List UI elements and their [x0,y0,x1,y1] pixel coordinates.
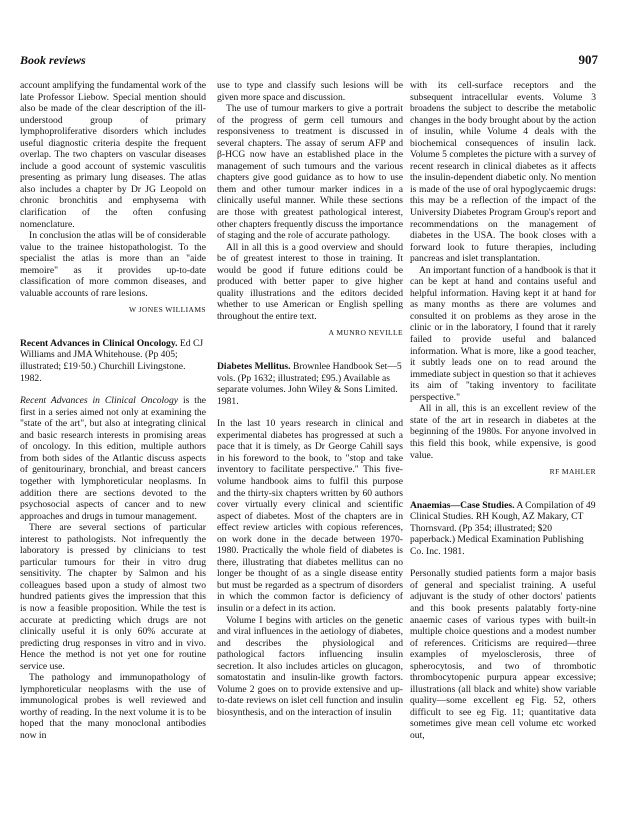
reviewer-signature: W JONES WILLIAMS [129,305,206,315]
paragraph: There are several sections of particular interest to pathologists. Not infrequently the laboratory is pressed by clinicians to test particular tumours for their in vitro drug sensitivity. The chapter by Salmon and his colleagues based upon a study of almost two hundred patients gives the impression that this is now a feasible proposition. While the test is accurate at predicting which drugs are not clinically useful it is only 60% accurate at predicting drug responses in vitro and in vivo. Hence the method is not yet one for routine service use. [20,522,206,672]
reviewer-signature: A MUNRO NEVILLE [328,328,403,338]
paragraph-text: is the first in a series aimed not only at examining the "state of the art", but also at integrating clinical and basic research interests in promising areas of oncology. In this edition, multiple authors from both sides of the Atlantic discuss aspects of genitourinary, bronchial, and breast cancers together with lymphoreticular neoplasms. In addition there are sections devoted to the psychosocial aspects of cancer and to new approaches and drugs in tumour management. [20,395,206,522]
paragraph: In conclusion the atlas will be of considerable value to the trainee histopathologist. To the specialist the atlas is more than an "aide memoire" as it provides up-to-date classification of more common diseases, and valuable accounts of rare lesions. [20,230,206,299]
book-title-italic: Recent Advances in Clinical Oncology [20,395,179,407]
column-middle [217,80,403,825]
paragraph: All in all, this is an excellent review of the state of the art in research in diabetes at the beginning of the 1980s. For anyone involved in this field this book, while expensive, is good value. [410,403,596,461]
paragraph: The use of tumour markers to give a portrait of the progress of germ cell tumours and responsiveness to treatment is discussed in several chapters. The assay of serum AFP and β-HCG now have an established place in the management of such tumours and the various chapters give good guidance as to how to use them and other tumour marker indices in a clinically useful manner. While these sections are those with greatest pathological interest, other chapters frequently discuss the importance of staging and the role of accurate pathology. [217,103,403,242]
reviewer-signature: RF MAHLER [549,467,596,477]
column-left [20,80,206,825]
review-heading [20,338,206,384]
book-title: Diabetes Mellitus. [217,361,291,373]
book-details: Brownlee Handbook Set—5 vols. (Pp 1632; illustrated; £95.) Available as separate volumes. John Wiley & Sons Limited. 1981. [217,361,402,407]
paragraph: In the last 10 years research in clinical and experimental diabetes has progressed at such a pace that it is timely, as Dr George Cahill says in his foreword to the book, to "stop and take inventory to facilitate perspective." This five-volume handbook aims to fulfil this purpose and the thirty-six chapters written by 60 authors cover virtually every clinical and scientific aspect of diabetes. Most of the chapters are in effect review articles with copious references, on work done in the decade between 1970-1980. Practically the whole field of diabetes is there, illustrating that diabetes mellitus can no longer be thought of as a single disease entity but must be regarded as a spectrum of disorders in which the common factor is deficiency of insulin or a defect in its action. [217,418,403,614]
paragraph: Personally studied patients form a major basis of general and specialist training. A useful adjuvant is the study of other doctors' patients and this book presents palatably forty-nine anaemic cases of various types with built-in multiple choice questions and a modest number of references. Criticisms are required—three examples of myelosclerosis, three of spherocytosis, and two of thrombotic thrombocytopenic purpura appear excessive; illustrations (all black and white) show variable quality—some excellent eg Fig. 52, others difficult to see eg Fig. 11; quantitative data sometimes give mean cell volume etc worked out, [410,568,596,741]
paragraph: The pathology and immunopathology of lymphoreticular neoplasms with the use of immunological probes is well reviewed and worthy of reading. In the next volume it is to be hoped that the many monoclonal antibodies now in [20,672,206,741]
paragraph: All in all this is a good overview and should be of greatest interest to those in training. It would be good if future editions could be produced with better paper to give higher quality illustrations and the editors decided whether to use American or English spelling throughout the entire text. [217,241,403,322]
book-details: Ed CJ Williams and JMA Whitehouse. (Pp 405; illustrated; £19·50.) Churchill Livingstone. 1982. [20,337,204,384]
page-header [20,52,598,68]
book-details: A Compilation of 49 Clinical Studies. RH Kough, AZ Makary, CT Thornsvard. (Pp 354; illustrated; $20 paperback.) Medical Examination Publishing Co. Inc. 1981. [410,499,596,557]
paragraph: account amplifying the fundamental work of the late Professor Liebow. Special mention should also be made of the clear description of the ill-understood group of primary lymphoproliferative disorders which includes useful diagnostic criteria despite the frequent overlap. The two chapters on vascular diseases include a good account of systemic vasculitis presenting as primary lung diseases. The atlas also includes a chapter by Dr JG Leopold on chronic bronchitis and emphysema with clarification of the often confusing nomenclature. [20,80,206,230]
book-title: Recent Advances in Clinical Oncology. [20,337,178,349]
paragraph: An important function of a handbook is that it can be kept at hand and contains useful and helpful information. Having kept it at hand for as many months as there are volumes and consulted it on problems as they arose in the clinic or in the laboratory, I found that it rarely failed to provide useful and balanced information. What is more, like a good teacher, it subtly leads one on to read around the immediate subject in question so that it achieves its aim of "taking inventory to facilitate perspective." [410,264,596,403]
review-heading [217,361,403,407]
book-title: Anaemias—Case Studies. [410,499,515,511]
paragraph: Volume I begins with articles on the genetic and viral influences in the aetiology of diabetes, and describes the physiological and pathological factors influencing insulin secretion. It also includes articles on glucagon, somatostatin and insulin-like growth factors. Volume 2 goes on to provide extensive and up-to-date reviews on islet cell function and insulin biosynthesis, and on the interaction of insulin [217,614,403,718]
column-right [410,80,596,825]
paragraph [20,395,206,522]
review-heading [410,500,596,558]
section-title: Book reviews [20,53,86,67]
page-number: 907 [578,52,598,67]
paragraph: with its cell-surface receptors and the subsequent intracellular events. Volume 3 broadens the subject to describe the metabolic changes in the body brought about by the action of insulin, while Volume 4 deals with the biochemical consequences of insulin lack. Volume 5 completes the picture with a survey of recent research in clinical diabetes as it affects the insulin-dependent diabetic only. No mention is made of the use of oral hypoglycaemic drugs: this may be a reflection of the impact of the University Diabetes Program Group's report and recommendations on the management of diabetes in the USA. The book closes with a forward look to future therapies, including pancreas and islet transplantation. [410,80,596,265]
paragraph: use to type and classify such lesions will be given more space and discussion. [217,80,403,103]
